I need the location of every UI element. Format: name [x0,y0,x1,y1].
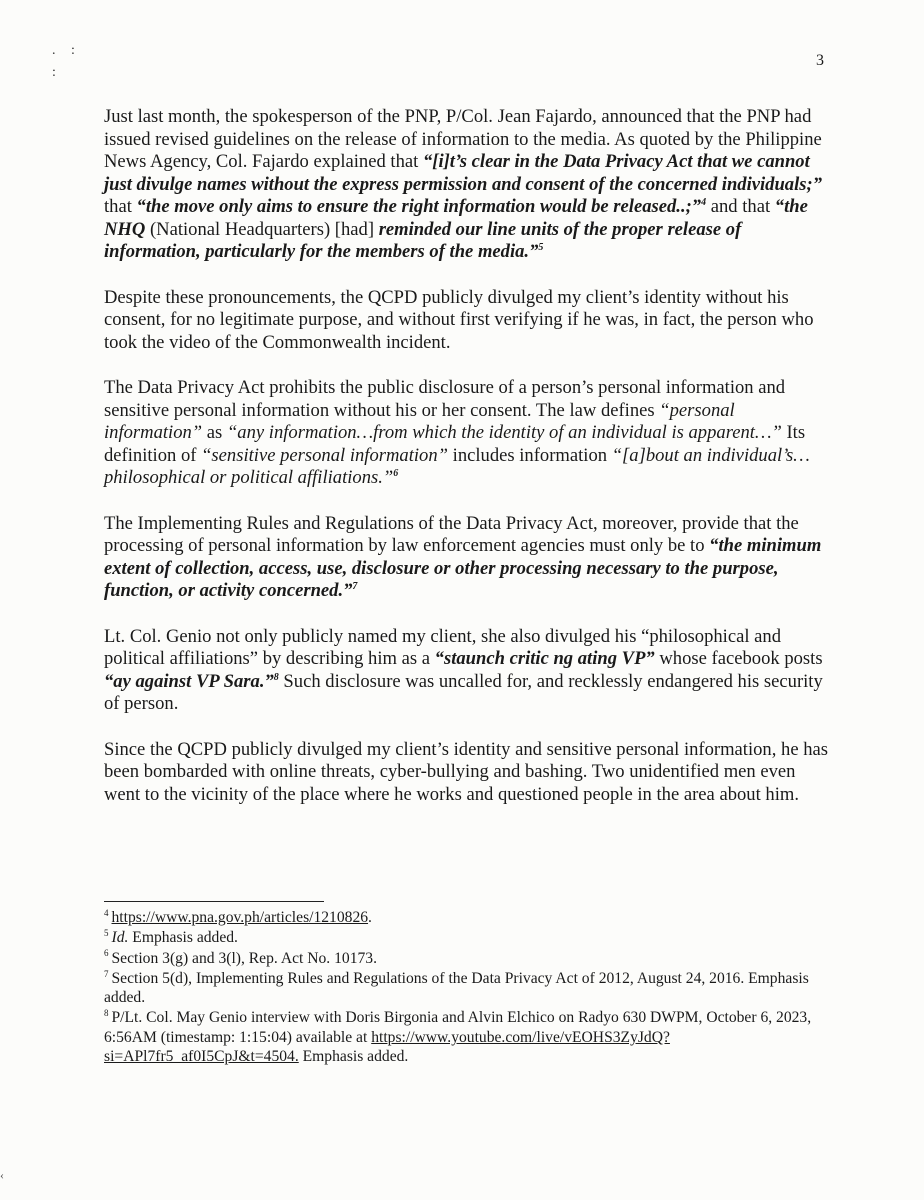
footnote-number: 6 [104,948,109,959]
italic-text: “any information…from which the identity of an individual is apparent…” [226,422,782,443]
footnote-ref: 8 [273,671,279,683]
italic-text: Id. [111,929,129,947]
text-run: and that [706,196,775,217]
scan-specks: . : : [52,43,81,80]
emphasized-quote: reminded our line units of the proper release of information, particularly for the members of the media.” [104,218,742,262]
text-run: Section 3(g) and 3(l), Rep. Act No. 10173. [111,949,377,967]
paragraph [104,513,834,603]
italic-text: “sensitive personal information” [201,444,448,466]
footnote-number: 5 [104,928,109,939]
text-run: as [202,422,227,443]
text-run: Despite these pronouncements, the QCPD publicly divulged my client’s identity without his consent, for no legitimate purpose, and without first verifying if he was, in fact, the person who took the video of the Commonwealth incident. [104,286,814,353]
text-run: The Data Privacy Act prohibits the public disclosure of a person’s personal information and sensitive personal information without his or her consent. The law defines [104,377,786,421]
text-run: Such disclosure was uncalled for, and recklessly endangered his security of person. [104,670,823,714]
emphasized-quote: “the minimum extent of collection, access, use, disclosure or other processing necessary to the purpose, function, or activity concerned.” [104,535,822,601]
emphasized-quote: “[i]t’s clear in the Data Privacy Act that we cannot just divulge names without the express permission and consent of the concerned individuals;” [104,151,822,195]
footnote [104,928,844,947]
paragraph [104,377,834,490]
footnote-number: 8 [104,1008,109,1019]
emphasized-quote: “staunch critic ng ating VP” [434,648,655,669]
italic-text: “[a]bout an individual’s…philosophical or political affiliations.” [104,444,810,488]
footnote-ref: 5 [538,241,544,253]
footnotes [104,908,844,1067]
text-run: Emphasis added. [128,929,238,947]
text-run: The Implementing Rules and Regulations of the Data Privacy Act, moreover, provide that the processing of personal information by law enforcement agencies must only be to [104,512,799,556]
footnote-ref: 6 [393,467,399,479]
body-text [104,106,834,829]
text-run: Just last month, the spokesperson of the PNP, P/Col. Jean Fajardo, announced that the PNP had issued revised guidelines on the release of information to the media. As quoted by the Philippine News Agency, Col. Fajardo explained that [104,106,822,172]
paragraph [104,626,834,716]
footnote-divider [104,901,324,902]
text-run: that [104,196,137,217]
footnote-number: 4 [104,907,109,918]
text-run: (National Headquarters) [had] [145,218,379,240]
paragraph [104,106,834,264]
footnote [104,969,844,1008]
footnote [104,949,844,968]
page-number: 3 [816,52,824,69]
text-run: Its definition of [104,422,806,466]
scan-edge-mark: ‹ [0,1168,4,1182]
text-run: Lt. Col. Genio not only publicly named my client, she also divulged his “philosophical and political affiliations” by describing him as a [104,625,782,669]
emphasized-quote: “ay against VP Sara.” [104,670,274,692]
text-run: Since the QCPD publicly divulged my client’s identity and sensitive personal information, he has been bombarded with online threats, cyber-bullying and bashing. Two unidentified men even went to the vicinity of the place where he works and questioned people in the area about him. [104,738,829,805]
text-run: P/Lt. Col. May Genio interview with Doris Birgonia and Alvin Elchico on Radyo 630 DWPM, October 6, 2023, 6:56AM (timestamp: 1:15:04) available at [104,1009,812,1046]
text-run: Section 5(d), Implementing Rules and Regulations of the Data Privacy Act of 2012, August 24, 2016. Emphasis added. [104,969,809,1007]
footnote-number: 7 [104,968,109,979]
text-run: Emphasis added. [298,1048,409,1066]
emphasized-quote: “the move only aims to ensure the right information would be released..;” [136,196,702,217]
italic-text: “personal information” [104,399,735,443]
url-link[interactable]: https://www.youtube.com/live/vEOHS3ZyJdQ?si=APl7fr5_af0I5CpJ&t=4504. [104,1028,670,1066]
footnote-ref: 4 [701,196,707,208]
text-run: whose facebook posts [654,648,823,669]
footnote [104,908,844,927]
footnote [104,1008,844,1066]
emphasized-quote: “the NHQ [104,196,808,240]
text-run: . [368,909,372,926]
paragraph [104,739,834,807]
footnote-ref: 7 [352,580,358,592]
url-link[interactable]: https://www.pna.gov.ph/articles/1210826 [111,909,369,926]
text-run: includes information [448,444,612,466]
paragraph [104,287,834,355]
